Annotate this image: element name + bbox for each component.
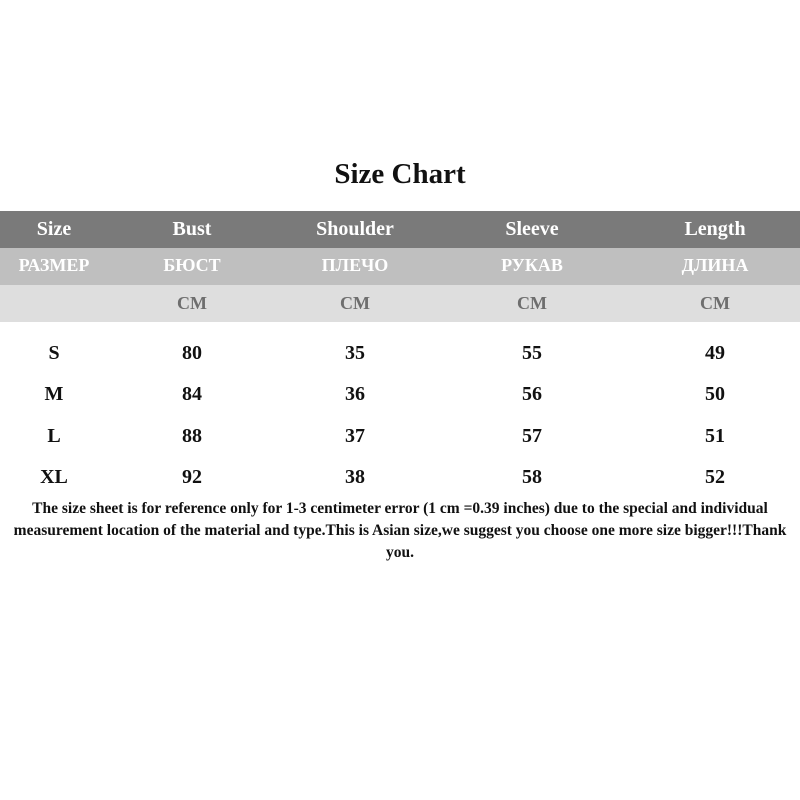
table-row (0, 374, 800, 415)
length-cell: 49 (705, 342, 725, 364)
header-shoulder-ru: ПЛЕЧО (321, 255, 389, 275)
length-cell: 51 (705, 424, 725, 447)
shoulder-cell: 36 (345, 383, 365, 406)
size-cell: L (47, 424, 61, 447)
table-row (0, 457, 800, 498)
sleeve-cell: 55 (522, 342, 542, 364)
header-bust: Bust (172, 218, 212, 240)
header-row-russian (0, 248, 800, 285)
header-length-ru: ДЛИНА (681, 255, 749, 275)
header-length: Length (684, 218, 746, 240)
sleeve-cell: 56 (522, 383, 542, 406)
bust-cell: 84 (182, 383, 202, 406)
sleeve-cell: 58 (522, 465, 542, 488)
size-cell: M (44, 383, 64, 406)
length-cell: 52 (705, 465, 725, 488)
length-cell: 50 (705, 383, 725, 406)
header-sleeve: Sleeve (505, 218, 559, 240)
header-size: Size (36, 218, 72, 240)
bust-cell: 92 (182, 465, 202, 488)
header-size-ru: РАЗМЕР (18, 255, 90, 275)
unit-size (0, 285, 108, 322)
size-cell: XL (40, 465, 68, 488)
chart-title: Size Chart (334, 158, 466, 190)
header-row-units (0, 285, 800, 322)
bust-cell: 80 (182, 342, 202, 364)
shoulder-cell: 38 (345, 465, 365, 488)
size-disclaimer-note: The size sheet is for reference only for 1-3 centimeter error (1 cm =0.39 inches) due to the special and individual measurement location of the material and type.This is Asian size,we suggest you choose one more size bigger!!!Thank you. (13, 500, 787, 561)
header-row-english (0, 211, 800, 248)
unit-sleeve: CM (517, 293, 547, 313)
header-sleeve-ru: РУКАВ (501, 255, 563, 275)
header-shoulder: Shoulder (316, 218, 394, 240)
size-table-body (0, 333, 800, 498)
unit-shoulder: CM (340, 293, 370, 313)
unit-length: CM (700, 293, 730, 313)
header-bust-ru: БЮСТ (163, 255, 221, 275)
sleeve-cell: 57 (522, 424, 542, 447)
shoulder-cell: 35 (345, 342, 365, 364)
size-cell: S (48, 342, 60, 364)
unit-bust: CM (177, 293, 207, 313)
shoulder-cell: 37 (345, 424, 365, 447)
table-row (0, 416, 800, 457)
table-row (0, 333, 800, 374)
bust-cell: 88 (182, 424, 202, 447)
